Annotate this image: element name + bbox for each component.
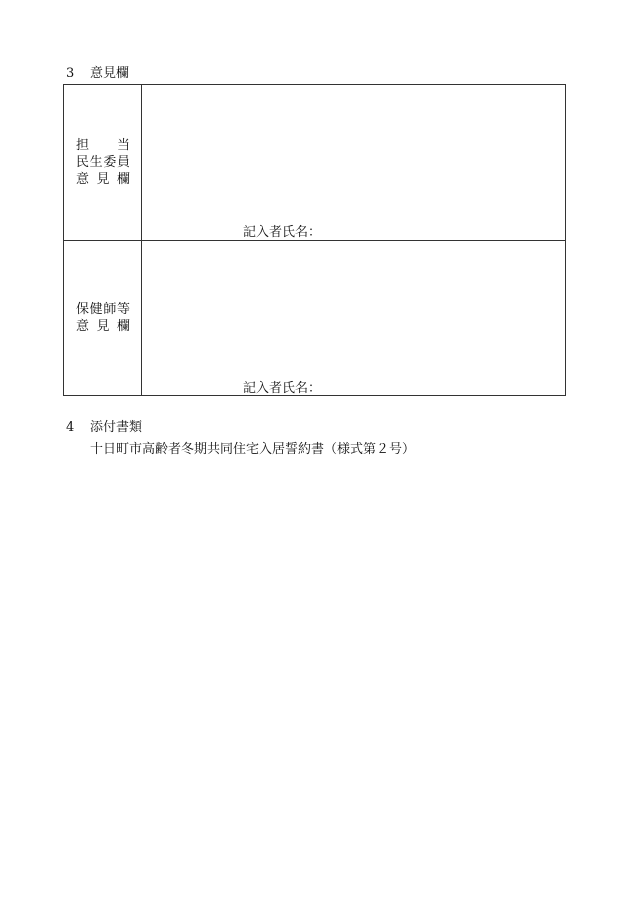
label-char: 意: [76, 172, 90, 187]
label-char: 担: [76, 138, 90, 153]
section-3-title: 意見欄: [90, 66, 130, 81]
row-label-cell: [64, 85, 142, 240]
label-char: 意: [76, 319, 90, 334]
label-char: 等: [116, 302, 130, 317]
opinion-row-welfare-commissioner: [64, 85, 565, 241]
label-line: [76, 171, 130, 188]
row-label: [76, 301, 130, 335]
opinion-entry-area-welfare[interactable]: [142, 85, 565, 240]
opinion-entry-area-nurse[interactable]: [142, 241, 565, 395]
label-char: 当: [116, 138, 130, 153]
label-char: 欄: [116, 172, 130, 187]
label-char: 欄: [116, 319, 130, 334]
opinion-table: [63, 84, 566, 396]
signer-name-label: 記入者氏名：: [243, 381, 322, 396]
label-char: 見: [96, 319, 110, 334]
section-4-title: 添付書類: [90, 420, 143, 435]
section-4-number: 4: [66, 420, 75, 435]
label-char: 見: [96, 172, 110, 187]
label-char: 健: [89, 302, 103, 317]
section-3-heading: [66, 66, 129, 82]
opinion-row-public-health-nurse: [64, 241, 565, 395]
row-label: [76, 137, 130, 188]
label-char: 委: [103, 155, 117, 170]
label-line: [76, 154, 130, 171]
label-char: 師: [103, 302, 117, 317]
section-4-heading: [66, 420, 142, 436]
label-char: 民: [76, 155, 90, 170]
attachment-item: 十日町市高齢者冬期共同住宅入居誓約書（様式第２号）: [90, 442, 416, 457]
label-line: [76, 301, 130, 318]
label-line: [76, 137, 130, 154]
label-char: 員: [116, 155, 130, 170]
label-line: [76, 318, 130, 335]
label-char: 保: [76, 302, 90, 317]
row-label-cell: [64, 241, 142, 395]
label-char: 生: [89, 155, 103, 170]
section-3-number: 3: [66, 66, 75, 81]
signer-name-label: 記入者氏名：: [243, 225, 322, 240]
